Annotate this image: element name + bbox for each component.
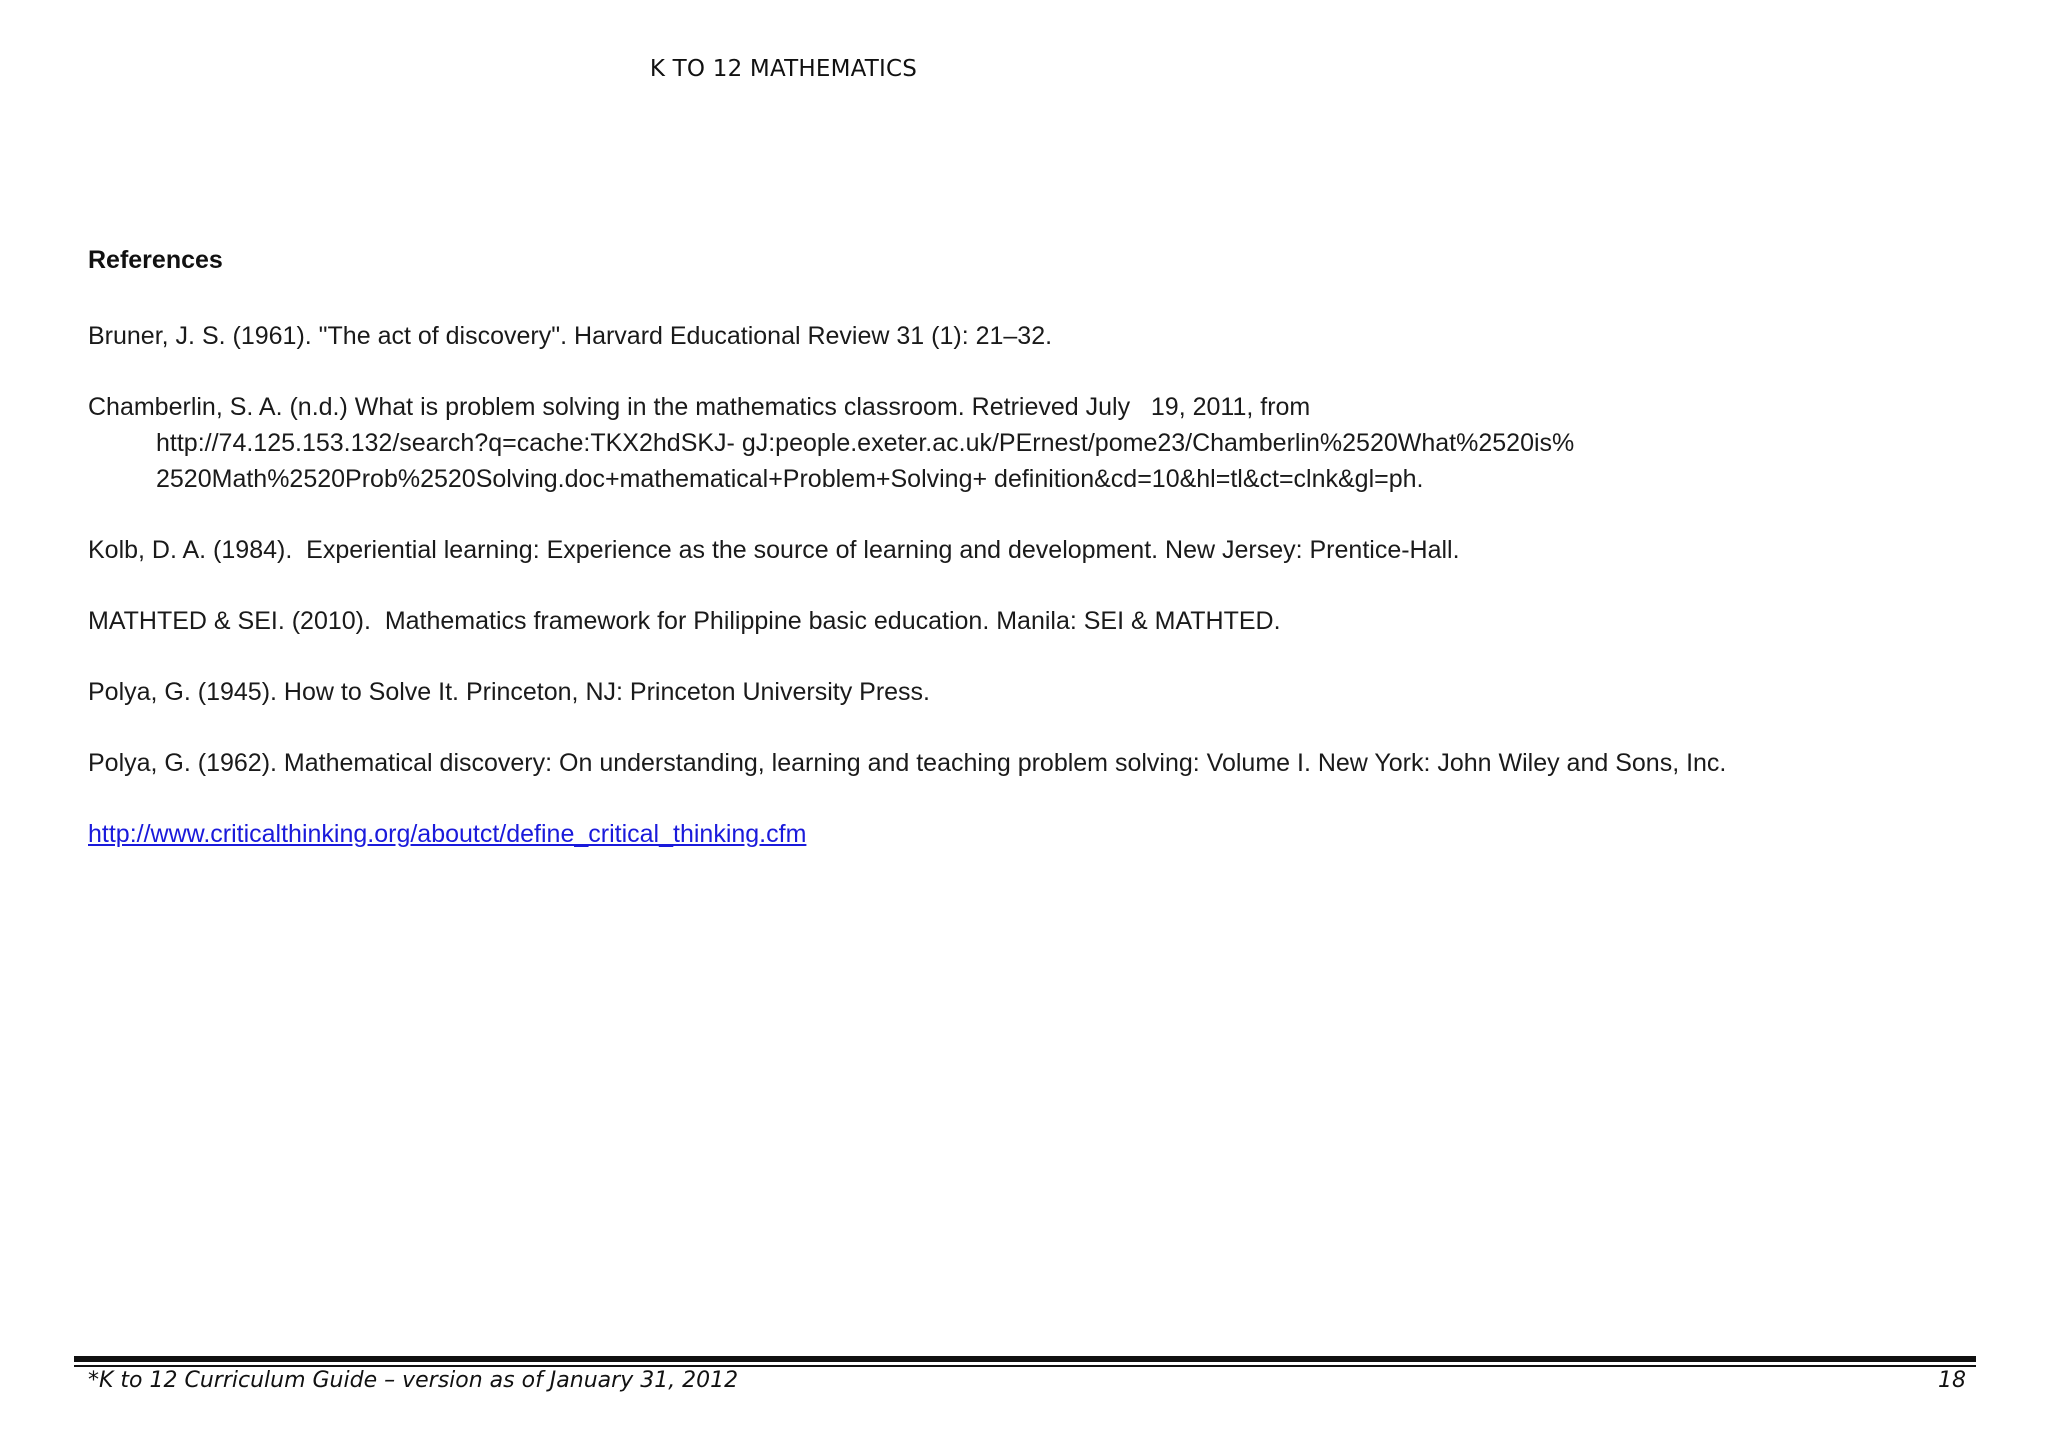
- page-number: 18: [1938, 1368, 1966, 1393]
- page-header: K TO 12 MATHEMATICS: [649, 56, 918, 82]
- reference-chamberlin-line1: Chamberlin, S. A. (n.d.) What is problem solving in the mathematics classroom. Retrieved July 19, 2011, from: [88, 393, 1311, 421]
- reference-polya-1945: Polya, G. (1945). How to Solve It. Princeton, NJ: Princeton University Press.: [88, 678, 930, 706]
- reference-chamberlin-url-line1: http://74.125.153.132/search?q=cache:TKX2hdSKJ- gJ:people.exeter.ac.uk/PErnest/pome23/Chamberlin%2520What%2520is%: [156, 429, 1575, 457]
- footer-rule: [74, 1356, 1976, 1367]
- reference-bruner-1961: Bruner, J. S. (1961). "The act of discovery". Harvard Educational Review 31 (1): 21–32.: [88, 322, 1053, 350]
- critical-thinking-link[interactable]: http://www.criticalthinking.org/aboutct/define_critical_thinking.cfm: [88, 820, 807, 848]
- reference-kolb-1984: Kolb, D. A. (1984). Experiential learning: Experience as the source of learning and development. New Jersey: Prentice-Hall.: [88, 536, 1460, 564]
- reference-polya-1962: Polya, G. (1962). Mathematical discovery: On understanding, learning and teaching problem solving: Volume I. New York: John Wiley and Sons, Inc.: [88, 749, 1727, 777]
- reference-link-line: [88, 816, 1988, 852]
- reference-chamberlin-url-line2: 2520Math%2520Prob%2520Solving.doc+mathematical+Problem+Solving+ definition&cd=10&hl=tl&ct=clnk&gl=ph.: [156, 465, 1424, 493]
- footer-version-text: *K to 12 Curriculum Guide – version as of January 31, 2012: [88, 1368, 739, 1393]
- references-heading: References: [88, 246, 223, 274]
- page-footer: [88, 1368, 1966, 1393]
- references-section: [88, 246, 1988, 887]
- reference-chamberlin: [88, 389, 1988, 497]
- reference-mathted-sei-2010: MATHTED & SEI. (2010). Mathematics framework for Philippine basic education. Manila: SEI & MATHTED.: [88, 607, 1281, 635]
